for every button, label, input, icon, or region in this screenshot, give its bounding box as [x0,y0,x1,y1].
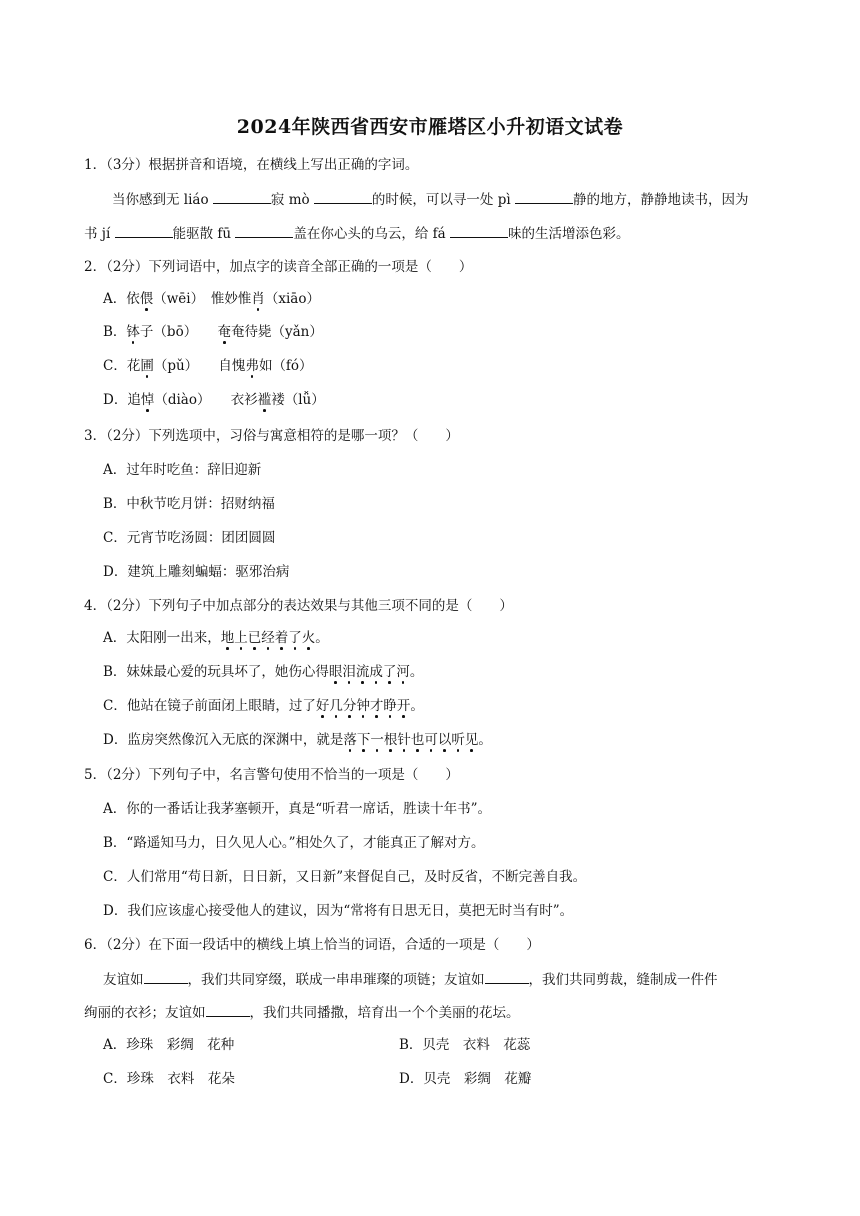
q6-option-c[interactable]: C．珍珠 衣料 花朵 [103,1071,235,1087]
dotted-phrase [221,630,316,646]
option-text: 如（fó） [258,358,313,374]
dotted-char: 下 [356,732,371,748]
q6-heading: 6．（2分）在下面一段话中的横线上填上恰当的词语，合适的一项是（ ） [84,937,540,953]
dotted-phrase [329,664,410,680]
q2-option-d[interactable] [103,391,325,409]
q6-line-2 [84,1003,520,1022]
option-text: A．太阳刚一出来， [103,630,221,646]
dotted-char: 奄 [217,324,231,340]
dotted-char: 泪 [342,664,356,680]
q1-text: 书 jí [84,226,115,242]
option-text: 。 [315,630,329,646]
option-text: D．监房突然像沉入无底的深渊中，就是 [103,732,344,748]
option-text: 。 [478,732,492,748]
dotted-char: 圃 [140,358,154,374]
q1-blank-6[interactable] [450,224,508,238]
q6-text: ，我们共同剪裁，缝制成一件件 [528,972,718,988]
q2-option-b[interactable] [103,323,323,341]
q6-blank-2[interactable] [485,970,529,984]
dotted-char: 睁 [383,698,397,714]
dotted-phrase [316,698,411,714]
q3-option-a[interactable]: A．过年时吃鱼：辞旧迎新 [103,462,262,478]
option-text: D．追 [103,392,141,408]
dotted-char: 火 [301,630,316,646]
option-text: B．妹妹最心爱的玩具坏了，她伤心得 [103,664,329,680]
q6-text: 友谊如 [103,972,144,988]
dotted-char: 流 [355,664,370,680]
option-text: （wēi） 惟妙惟 [153,291,252,307]
dotted-char: 分 [342,698,357,714]
dotted-char: 可 [424,732,438,748]
q2-heading: 2．（2分）下列词语中，加点字的读音全部正确的一项是（ ） [84,259,473,275]
dotted-char: 肖 [251,291,265,307]
dotted-char: 了 [382,664,397,680]
dotted-char: 悼 [140,392,155,408]
q1-text: 盖在你心头的乌云，给 fá [293,226,451,242]
dotted-char: 落 [343,732,357,748]
dotted-char: 褴 [257,392,272,408]
dotted-char: 已 [247,630,262,646]
dotted-char: 钵 [126,324,140,340]
q6-option-a[interactable]: A．珍珠 彩绸 花种 [103,1037,235,1053]
option-text: （xiāo） [264,291,320,307]
q6-text: ，我们共同播撒，培育出一个个美丽的花坛。 [249,1005,520,1021]
option-text: 。 [410,698,424,714]
dotted-char: 成 [369,664,383,680]
option-text: （pǔ） 自愧 [153,358,246,374]
q1-line-2 [84,224,630,243]
option-text: C．花 [103,358,141,374]
dotted-char: 河 [396,664,410,680]
q1-text: 静的地方，静静地读书，因为 [572,192,749,208]
q1-text: 味的生活增添色彩。 [508,226,630,242]
q3-option-b[interactable]: B．中秋节吃月饼：招财纳福 [103,496,275,512]
option-text: B． [103,324,127,340]
option-text: 奄待毙（yǎn） [230,324,323,340]
dotted-char: 上 [234,630,248,646]
dotted-char: 经 [261,630,275,646]
q1-blank-1[interactable] [213,190,271,204]
option-text: （diào） 衣衫 [154,392,258,408]
dotted-char: 以 [437,732,452,748]
q1-text: 能驱散 fū [172,226,236,242]
q6-blank-3[interactable] [206,1003,250,1017]
q6-option-b[interactable]: B．贝壳 衣料 花蕊 [399,1037,531,1053]
q1-text: 寂 mò [270,192,314,208]
q6-option-d[interactable]: D．贝壳 彩绸 花瓣 [399,1071,532,1087]
q5-heading: 5．（2分）下列句子中，名言警句使用不恰当的一项是（ ） [84,767,459,783]
dotted-char: 针 [397,732,411,748]
q5-option-a[interactable]: A．你的一番话让我茅塞顿开，真是“听君一席话，胜读十年书”。 [103,801,492,817]
dotted-phrase [343,732,478,748]
dotted-char: 地 [220,630,235,646]
q5-option-b[interactable]: B．“路遥知马力，日久见人心。”相处久了，才能真正了解对方。 [103,835,485,851]
q5-option-d[interactable]: D．我们应该虚心接受他人的建议，因为“常将有日思无日，莫把无时当有时”。 [103,903,574,919]
q4-option-d[interactable] [103,731,492,749]
dotted-char: 见 [464,732,479,748]
dotted-char: 也 [410,732,425,748]
q3-option-c[interactable]: C．元宵节吃汤圆：团团圆圆 [103,530,276,546]
option-text: 。 [409,664,424,680]
q3-heading: 3．（2分）下列选项中，习俗与寓意相符的是哪一项？（ ） [84,428,459,444]
dotted-char: 一 [370,732,384,748]
q4-option-c[interactable] [103,697,424,715]
dotted-char: 听 [451,732,465,748]
dotted-char: 好 [315,698,330,714]
q1-blank-3[interactable] [515,190,573,204]
dotted-char: 钟 [356,698,370,714]
q6-line-1 [103,970,718,989]
option-text: 褛（lǚ） [271,392,325,408]
q1-blank-4[interactable] [115,224,173,238]
q1-heading: 1．（3分）根据拼音和语境，在横线上写出正确的字词。 [84,157,419,173]
dotted-char: 着 [274,630,289,646]
q2-option-c[interactable] [103,357,313,375]
q6-text: ，我们共同穿缀，联成一串串璀璨的项链；友谊如 [187,972,485,988]
q1-blank-2[interactable] [314,190,372,204]
option-text: A．依 [103,291,140,307]
dotted-char: 开 [396,698,411,714]
dotted-char: 了 [288,630,302,646]
q4-option-b[interactable] [103,663,423,681]
q1-text: 当你感到无 liáo [112,192,213,208]
q4-heading: 4．（2分）下列句子中加点部分的表达效果与其他三项不同的是（ ） [84,598,513,614]
option-text: C．他站在镜子前面闭上眼睛，过了 [103,698,316,714]
option-text: 子（bō） [139,324,218,340]
q6-text: 绚丽的衣衫；友谊如 [84,1005,206,1021]
q1-line-1 [112,190,748,209]
dotted-char: 弗 [245,358,259,374]
dotted-char: 几 [329,698,343,714]
q1-blank-5[interactable] [235,224,293,238]
dotted-char: 偎 [139,291,154,307]
dotted-char: 才 [369,698,384,714]
q2-option-a[interactable] [103,290,320,308]
q4-option-a[interactable] [103,629,329,647]
q6-blank-1[interactable] [144,970,188,984]
q1-text: 的时候，可以寻一处 pì [371,192,515,208]
q3-option-d[interactable]: D．建筑上雕刻蝙蝠：驱邪治病 [103,564,290,580]
dotted-char: 眼 [328,664,343,680]
q5-option-c[interactable]: C．人们常用“苟日新，日日新，又日新”来督促自己，及时反省，不断完善自我。 [103,869,587,885]
dotted-char: 根 [383,732,398,748]
exam-title: 2024年陕西省西安市雁塔区小升初语文试卷 [236,116,624,138]
